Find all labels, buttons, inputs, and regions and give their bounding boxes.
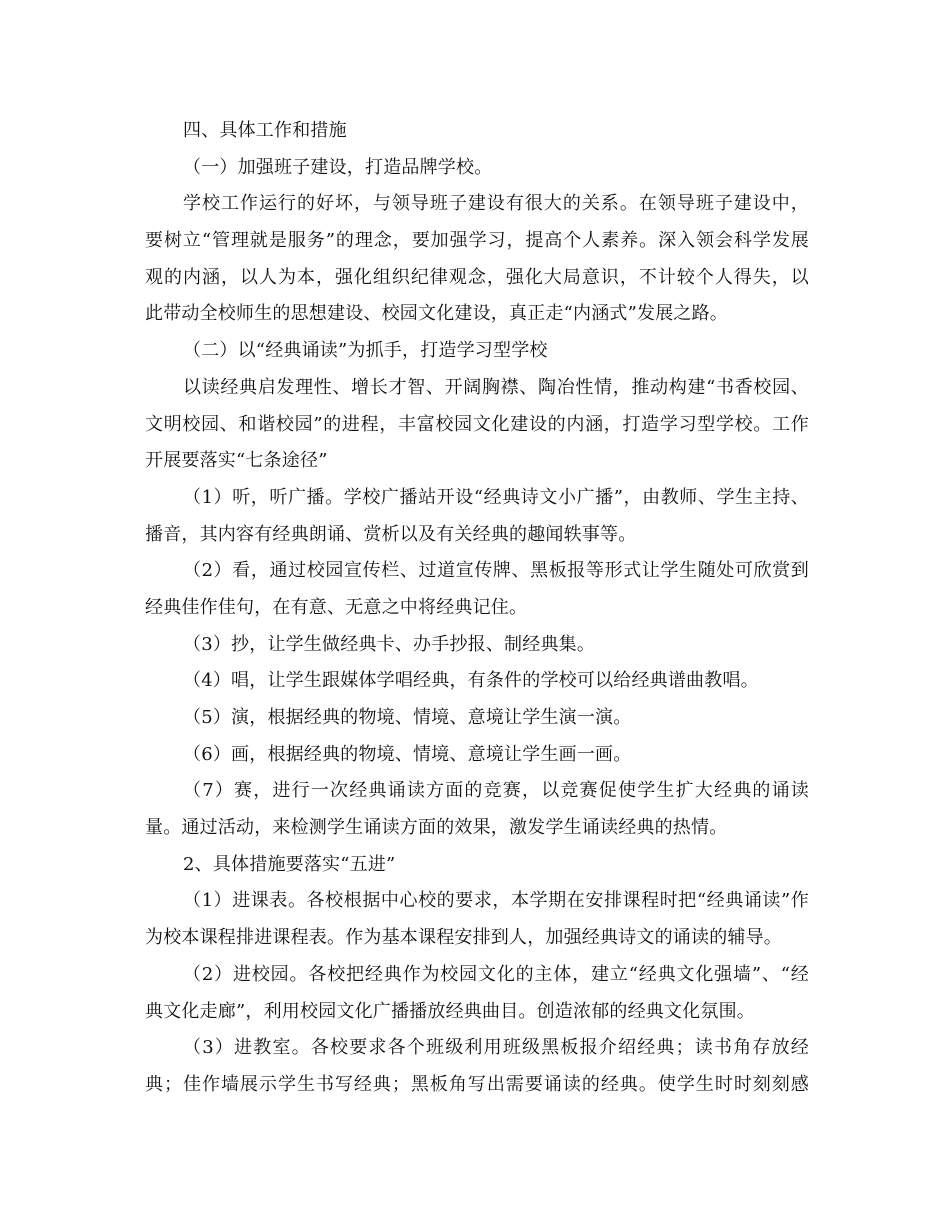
text-line: 此带动全校师生的思想建设、校园文化建设，真正走“内涵式”发展之路。 <box>145 303 729 325</box>
text-line: 播音，其内容有经典朗诵、赏析以及有关经典的趣闻轶事等。 <box>145 523 637 545</box>
text-line: 经典佳作佳句，在有意、无意之中将经典记住。 <box>145 596 528 618</box>
text-line: 量。通过活动，来检测学生诵读方面的效果，激发学生诵读经典的热情。 <box>145 817 728 839</box>
list-item-listen <box>145 480 809 553</box>
subsection-3-title: 2、具体措施要落实“五进” <box>183 853 396 875</box>
text-line: 典；佳作墙展示学生书写经典；黑板角写出需要诵读的经典。使学生时时刻刻感 <box>145 1073 809 1095</box>
section-title: 四、具体工作和措施 <box>183 120 347 141</box>
text-line: 以读经典启发理性、增长才智、开阔胸襟、陶冶性情，推动构建“书香校园、 <box>183 376 809 398</box>
text-line: （1）进课表。各校根据中心校的要求，本学期在安排课程时把“经典诵读”作 <box>183 890 809 912</box>
text-line: （7）赛，进行一次经典诵读方面的竞赛，以竞赛促使学生扩大经典的诵读 <box>183 780 809 802</box>
list-item-watch <box>145 553 809 626</box>
text-line: 文明校园、和谐校园”的进程，丰富校园文化建设的内涵，打造学习型学校。工作 <box>145 413 809 435</box>
text-line: （1）听，听广播。学校广播站开设“经典诗文小广播”，由教师、学生主持、 <box>183 486 809 508</box>
text-line: 典文化走廊”，利用校园文化广播播放经典曲目。创造浓郁的经典文化氛围。 <box>145 1000 755 1022</box>
list-item-curriculum <box>145 883 809 956</box>
text-line: （2）进校园。各校把经典作为校园文化的主体，建立“经典文化强墙”、“经 <box>183 963 809 985</box>
list-item-draw: （6）画，根据经典的物境、情境、意境让学生画一画。 <box>183 743 632 765</box>
text-line: （2）看，通过校园宣传栏、过道宣传牌、黑板报等形式让学生随处可欣赏到 <box>183 560 809 582</box>
text-line: 为校本课程排进课程表。作为基本课程安排到人，加强经典诗文的诵读的辅导。 <box>145 927 782 949</box>
list-item-classroom <box>145 1030 809 1103</box>
text-line: 开展要落实“七条途径” <box>145 450 328 472</box>
list-item-act: （5）演，根据经典的物境、情境、意境让学生演一演。 <box>183 707 632 728</box>
text-line: （3）进教室。各校要求各个班级利用班级黑板报介绍经典；读书角存放经 <box>183 1037 809 1059</box>
text-line: 学校工作运行的好坏，与领导班子建设有很大的关系。在领导班子建设中， <box>183 193 809 215</box>
paragraph-leadership <box>145 186 809 333</box>
subsection-1-title: （一）加强班子建设，打造品牌学校。 <box>183 156 493 178</box>
list-item-sing: （4）唱，让学生跟媒体学唱经典，有条件的学校可以给经典谱曲教唱。 <box>183 670 759 692</box>
text-line: 要树立“管理就是服务”的理念，要加强学习，提高个人素养。深入领会科学发展 <box>145 230 809 252</box>
text-line: 观的内涵，以人为本，强化组织纪律观念，强化大局意识，不计较个人得失，以 <box>145 266 809 288</box>
list-item-copy: （3）抄，让学生做经典卡、办手抄报、制经典集。 <box>183 633 596 655</box>
paragraph-classics <box>145 370 809 480</box>
subsection-2-title: （二）以“经典诵读”为抓手，打造学习型学校 <box>183 340 548 362</box>
list-item-campus <box>145 957 809 1030</box>
document-page <box>145 113 809 1104</box>
list-item-compete <box>145 773 809 846</box>
